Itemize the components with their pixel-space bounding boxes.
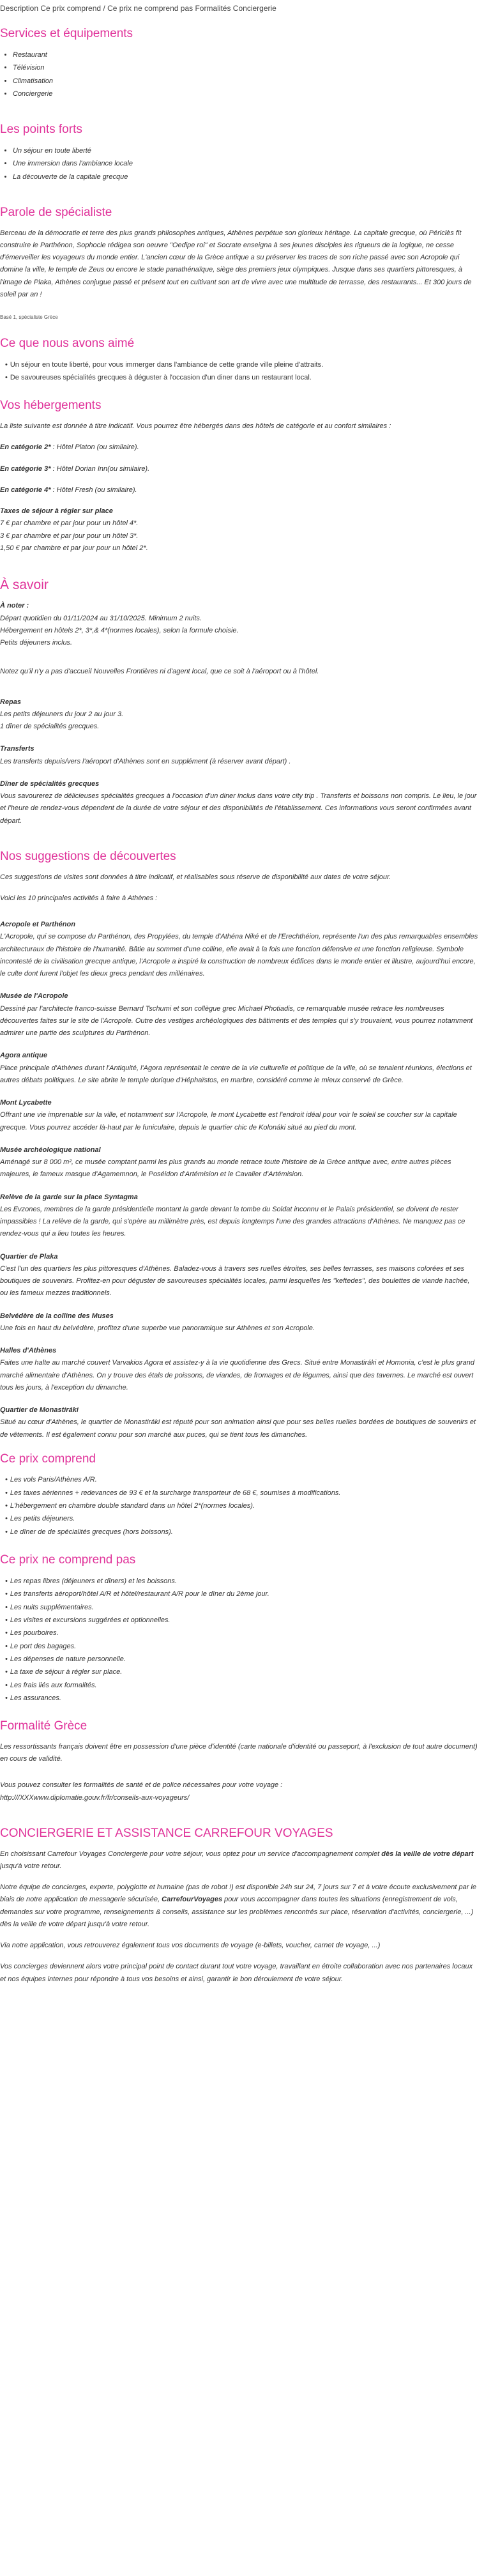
diner-title: Dîner de spécialités grecques (0, 779, 100, 788)
place-text: Offrant une vie imprenable sur la ville, et notamment sur l'Acropole, le mont Lycabette est l'endroit idéal pour voir le soleil se coucher sur la capitale grecque. Vous pourrez accéder là-haut par le funiculaire, depuis le quartier chic de Kolonáki situé au pied du mont. (0, 1111, 457, 1131)
place-block (0, 1097, 479, 1134)
list-item: • La taxe de séjour à régler sur place. (5, 1666, 479, 1678)
taxes-line: 7 € par chambre et par jour pour un hôtel 4*. (0, 519, 139, 528)
hebergement-cat4: En catégorie 4* : Hôtel Fresh (ou similaire). (0, 486, 137, 494)
formalites-link[interactable]: http:///XXXwww.diplomatie.gouv.fr/fr/conseils-aux-voyageurs/ (0, 1793, 190, 1802)
specialiste-signature: Basé 1, spécialiste Grèce (0, 314, 58, 321)
list-item: • Les dépenses de nature personnelle. (5, 1653, 479, 1666)
place-block (0, 1144, 479, 1181)
place-block (0, 1050, 479, 1087)
ne-comprend-list (0, 1575, 479, 1705)
conciergerie-title: CONCIERGERIE ET ASSISTANCE CARREFOUR VOYAGES (0, 1826, 333, 1840)
diner-block (0, 778, 479, 827)
place-block (0, 1251, 479, 1300)
list-item: • Les assurances. (5, 1692, 479, 1705)
aime-list (0, 358, 479, 385)
savoir-title: À savoir (0, 578, 49, 593)
place-text: Place principale d'Athènes durant l'Antiquité, l'Agora représentait le centre de la vie culturelle et politique de la ville, où se tenaient réunions, élections et autres débats politiques. Le site abrite le temple dorique d'Héphaïstos, en marbre, considéré comme le mieux conservé de Grèce. (0, 1064, 472, 1084)
place-text: L'Acropole, qui se compose du Parthénon, des Propylées, du temple d'Athéna Niké et de l'Erechthéion, représente l'un des plus remarquables ensembles architecturaux de l'histoire de l'humanité. Bâtie au sommet d'une colline, elle avait à la fois une fonction défensive et une fonction religieuse. Symbole incontesté de la civilisation grecque antique, l'Acropole a inspiré la construction de nombreux édifices dans le monde entier et illustre, aujourd'hui encore, le culte dont furent l'objet les dieux grecs pendant des millénaires. (0, 933, 478, 977)
place-block (0, 1310, 479, 1335)
repas-line: 1 dîner de spécialités grecques. (0, 723, 100, 731)
place-title: Musée de l'Acropole (0, 992, 68, 1000)
place-title: Musée archéologique national (0, 1146, 101, 1154)
formalites-consult (0, 1779, 479, 1804)
transferts-text: Les transferts depuis/vers l'aéroport d'Athènes sont en supplément (à réserver avant départ) . (0, 757, 291, 765)
conciergerie-p2: Notre équipe de concierges, experte, polyglotte et humaine (pas de robot !) est disponible 24h sur 24, 7 jours sur 7 et à votre écoute exclusivement par le biais de notre application de messagerie sécurisée, CarrefourVoyages pour vous accompagner dans toutes les situations (enregistrement de vols, demandes sur votre programme, renseignements & conseils, assistance sur les problèmes rencontrés sur place, réservation d'activités, conciergerie, ...) dès la veille de votre départ jusqu'à votre retour. (0, 1883, 476, 1928)
place-title: Agora antique (0, 1052, 47, 1060)
ne-comprend-title: Ce prix ne comprend pas (0, 1553, 136, 1567)
list-item: • Les repas libres (déjeuners et dîners) et les boissons. (5, 1575, 479, 1588)
taxes-block (0, 505, 479, 555)
taxes-line: 3 € par chambre et par jour pour un hôtel 3*. (0, 532, 139, 540)
place-title: Quartier de Monastiráki (0, 1406, 79, 1414)
place-title: Acropole et Parthénon (0, 921, 75, 928)
points-forts-title: Les points forts (0, 123, 82, 137)
note-block (0, 600, 479, 649)
list-item: • Restaurant (13, 49, 479, 61)
repas-title: Repas (0, 698, 22, 706)
note-line: Petits déjeuners inclus. (0, 639, 73, 647)
decouvertes-title: Nos suggestions de découvertes (0, 849, 176, 863)
comprend-title: Ce prix comprend (0, 1452, 96, 1466)
list-item: • Les pourboires. (5, 1627, 479, 1639)
list-item: • Télévision (13, 61, 479, 74)
formalites-text: Les ressortissants français doivent être en possession d'une pièce d'identité (carte nationale d'identité ou passeport, à l'exclusion de tout autre document) en cours de validité. (0, 1742, 478, 1763)
decouvertes-top10: Voici les 10 principales activités à faire à Athènes : (0, 894, 158, 902)
place-block (0, 990, 479, 1039)
list-item: • Climatisation (13, 75, 479, 88)
decouvertes-intro: Ces suggestions de visites sont données à titre indicatif, et réalisables sous réserve de disponibilité aux dates de votre séjour. (0, 873, 391, 881)
place-title: Relève de la garde sur la place Syntagma (0, 1193, 138, 1201)
conciergerie-p3: Via notre application, vous retrouverez également tous vos documents de voyage (e-billets, voucher, carnet de voyage, ...) (0, 1942, 381, 1950)
list-item: • Une immersion dans l'ambiance locale (13, 157, 479, 170)
note-title: À noter : (0, 602, 29, 610)
place-text: Les Evzones, membres de la garde présidentielle montant la garde devant la tombe du Soldat inconnu et le Palais présidentiel, se doivent de rester impassibles ! La relève de la garde, qui s'opère au millimètre près, est depuis longtemps l'une des grandes attractions d'Athènes. Ne manquez pas ce rendez-vous qui a lieu toutes les heures. (0, 1205, 465, 1238)
list-item: • Un séjour en toute liberté, pour vous immerger dans l'ambiance de cette grande ville pleine d'attraits. (5, 358, 479, 371)
place-title: Mont Lycabette (0, 1099, 52, 1107)
diner-text: Vous savourerez de délicieuses spécialités grecques à l'occasion d'un diner inclus dans votre city trip . Transferts et boissons non compris. Le lieu, le jour et l'heure de rendez-vous dépendent de la durée de votre séjour et des disponibilités de l'établissement. Ces informations vous seront confirmées avant départ. (0, 792, 477, 825)
place-title: Quartier de Plaka (0, 1252, 58, 1261)
list-item: • Les visites et excursions suggérées et optionnelles. (5, 1614, 479, 1627)
hebergement-cat3: En catégorie 3* : Hôtel Dorian Inn(ou similaire). (0, 464, 150, 473)
place-block (0, 919, 479, 980)
repas-block (0, 696, 479, 733)
place-title: Halles d'Athènes (0, 1347, 57, 1354)
tab-breadcrumb: Description Ce prix comprend / Ce prix ne comprend pas Formalités Conciergerie (0, 4, 276, 13)
list-item: • L'hébergement en chambre double standard dans un hôtel 2*(normes locales). (5, 1499, 479, 1512)
list-item: • Le port des bagages. (5, 1640, 479, 1653)
note-line: Départ quotidien du 01/11/2024 au 31/10/2025. Minimum 2 nuits. (0, 614, 202, 622)
place-text: Situé au cœur d'Athènes, le quartier de Monastiráki est réputé pour son animation ainsi que pour ses belles ruelles bordées de boutiques de souvenirs et de vêtements. Il est également connu pour son marché aux puces, qui se tient tous les dimanches. (0, 1418, 476, 1439)
place-text: Une fois en haut du belvédère, profitez d'une superbe vue panoramique sur Athènes et son Acropole. (0, 1324, 315, 1332)
hebergements-title: Vos hébergements (0, 399, 102, 413)
list-item: • Les nuits supplémentaires. (5, 1601, 479, 1614)
list-item: • La découverte de la capitale grecque (13, 171, 479, 183)
aime-title: Ce que nous avons aimé (0, 336, 135, 350)
place-text: Aménagé sur 8 000 m², ce musée comptant parmi les plus grands au monde retrace toute l'histoire de la Grèce antique avec, entre autres pièces majeures, le fameux masque d'Agamemnon, le Poséidon d'Artémision et le Cavalier d'Artémision. (0, 1158, 451, 1179)
specialiste-title: Parole de spécialiste (0, 205, 112, 219)
list-item: • Un séjour en toute liberté (13, 144, 479, 157)
list-item: • Conciergerie (13, 88, 479, 100)
hebergement-cat2: En catégorie 2* : Hôtel Platon (ou similaire). (0, 443, 139, 452)
taxes-title: Taxes de séjour à régler sur place (0, 507, 113, 516)
place-text: Dessiné par l'architecte franco-suisse Bernard Tschumi et son collègue grec Michael Photiadis, ce remarquable musée retrace les nombreuses découvertes faites sur le site de l'Acropole. Outre des vestiges archéologiques des bâtiments et des temples qui s'y trouvaient, vous pourrez notamment admirer une partie des sculptures du Parthénon. (0, 1004, 473, 1037)
points-forts-list (0, 144, 479, 183)
place-title: Belvédère de la colline des Muses (0, 1312, 114, 1320)
services-title: Services et équipements (0, 27, 133, 41)
taxes-line: 1,50 € par chambre et par jour pour un hôtel 2*. (0, 544, 148, 552)
formalites-title: Formalité Grèce (0, 1719, 87, 1733)
list-item: • Les vols Paris/Athènes A/R. (5, 1473, 479, 1486)
conciergerie-p1: En choisissant Carrefour Voyages Conciergerie pour votre séjour, vous optez pour un service d'accompagnement complet dès la veille de votre départ jusqu'à votre retour. (0, 1850, 474, 1870)
place-block (0, 1345, 479, 1394)
list-item: • Les transferts aéroport/hôtel A/R et hôtel/restaurant A/R pour le dîner du 2ème jour. (5, 1588, 479, 1600)
services-list (0, 49, 479, 100)
place-block (0, 1404, 479, 1441)
list-item: • Les taxes aériennes + redevances de 93 € et la surcharge transporteur de 68 €, soumises à modifications. (5, 1487, 479, 1499)
list-item: • De savoureuses spécialités grecques à déguster à l'occasion d'un diner dans un restaurant local. (5, 371, 479, 384)
transferts-title: Transferts (0, 745, 34, 753)
hebergements-intro: La liste suivante est donnée à titre indicatif. Vous pourrez être hébergés dans des hôtels de catégorie et au confort similaires : (0, 422, 391, 431)
place-text: Faites une halte au marché couvert Varvakios Agora et assistez-y à la vie quotidienne des Grecs. Situé entre Monastiráki et Homonia, c'est le plus grand marché alimentaire d'Athènes. On y trouve des étals de poissons, de viandes, de fromages et de légumes, ainsi que des tavernes. Le marché est ouvert tous les jours, à l'exception du dimanche. (0, 1359, 474, 1392)
transferts-block (0, 743, 479, 768)
list-item: • Le dîner de de spécialités grecques (hors boissons). (5, 1526, 479, 1538)
note-line: Hébergement en hôtels 2*, 3*,& 4*(normes locales), selon la formule choisie. (0, 626, 239, 634)
list-item: • Les petits déjeuners. (5, 1512, 479, 1525)
comprend-list (0, 1473, 479, 1538)
conciergerie-p4: Vos concierges deviennent alors votre principal point de contact durant tout votre voyage, travaillant en étroite collaboration avec nos partenaires locaux et nos équipes internes pour répondre à tous vos besoins et ainsi, garantir le bon déroulement de votre séjour. (0, 1963, 473, 1983)
place-block (0, 1192, 479, 1241)
transfer-note: Notez qu'il n'y a pas d'accueil Nouvelles Frontières ni d'agent local, que ce soit à l'aéroport ou à l'hôtel. (0, 668, 319, 676)
specialiste-text: Berceau de la démocratie et terre des plus grands philosophes antiques, Athènes perpétue son glorieux héritage. La capitale grecque, où Périclès fit construire le Parthénon, Sophocle rédigea son oeuvre "Oedipe roi" et Socrate enseigna à ses jeunes disciples les rigueurs de la logique, ne cesse d'émerveiller les voyageurs du monde entier. L'ancien cœur de la Grèce antique a su préserver les traces de son riche passé avec son Acropole qui domine la ville, le temple de Zeus ou encore le stade panathénaïque, siège des premiers jeux olympiques. Jusque dans ses quartiers pittoresques, à l'image de Plaka, Athènes conjugue passé et présent tout en cultivant son art de vivre avec une multitude de terrasse, des restaurants... Et 300 jours de soleil par an ! (0, 229, 472, 298)
place-text: C'est l'un des quartiers les plus pittoresques d'Athènes. Baladez-vous à travers ses ruelles étroites, ses belles terrasses, ses maisons colorées et ses boutiques de souvenirs. Profitez-en pour déguster de savoureuses spécialités locales, parmi lesquelles les "keftedes", des boulettes de viande hachée, ou les fameux mezzes traditionnels. (0, 1264, 470, 1298)
places-list (0, 919, 479, 1441)
formalites-consult-text: Vous pouvez consulter les formalités de santé et de police nécessaires pour votre voyage : (0, 1781, 283, 1790)
repas-line: Les petits déjeuners du jour 2 au jour 3. (0, 710, 124, 718)
list-item: • Les frais liés aux formalités. (5, 1679, 479, 1692)
